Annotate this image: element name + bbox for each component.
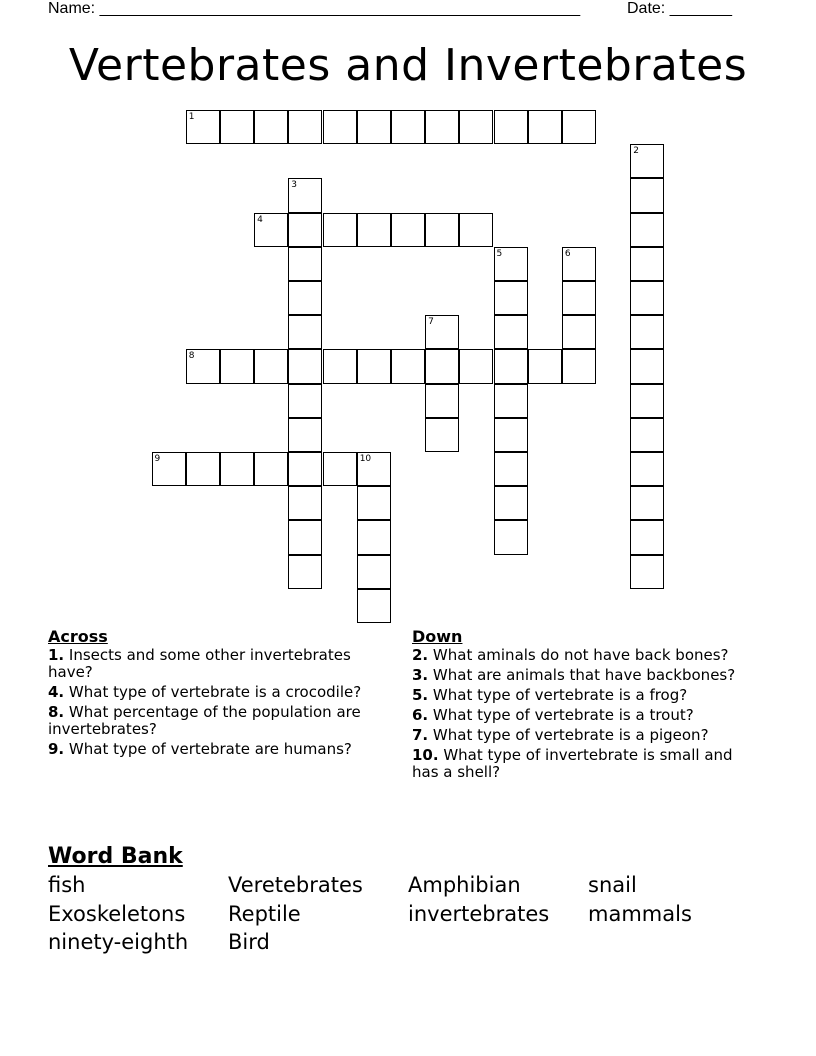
- clue-text: Insects and some other invertebrates have?: [48, 646, 351, 681]
- down-clue: [412, 667, 757, 684]
- down-clue: [412, 647, 757, 664]
- word-bank-word: ninety-eighth: [48, 930, 189, 954]
- down-clue: [412, 727, 757, 744]
- cell-number: 9: [154, 454, 161, 464]
- crossword-cell[interactable]: [425, 110, 459, 144]
- word-bank-word: invertebrates: [408, 901, 550, 926]
- crossword-cell[interactable]: [425, 418, 459, 452]
- clue-number: 4.: [48, 683, 65, 701]
- crossword-cell[interactable]: [288, 349, 322, 383]
- cell-number: 1: [188, 112, 195, 122]
- across-heading: Across: [48, 627, 108, 646]
- crossword-cell[interactable]: [630, 384, 664, 418]
- word-bank-word: fish: [48, 873, 86, 897]
- crossword-cell[interactable]: [357, 589, 391, 623]
- word-bank-word: Veretebrates: [228, 873, 363, 897]
- across-clues: [48, 628, 393, 761]
- crossword-cell[interactable]: [562, 110, 596, 144]
- crossword-cell[interactable]: [288, 178, 322, 212]
- crossword-cell[interactable]: [357, 349, 391, 383]
- crossword-cell[interactable]: [254, 452, 288, 486]
- crossword-cell[interactable]: [459, 213, 493, 247]
- clue-text: What type of vertebrate is a pigeon?: [428, 726, 709, 744]
- crossword-cell[interactable]: [630, 281, 664, 315]
- page-title: Vertebrates and Invertebrates: [68, 40, 748, 91]
- down-heading: Down: [412, 627, 463, 646]
- crossword-cell[interactable]: [494, 520, 528, 554]
- crossword-cell[interactable]: [630, 452, 664, 486]
- cell-number: 8: [188, 351, 195, 362]
- crossword-cell[interactable]: [562, 315, 596, 349]
- clue-number: 6.: [412, 706, 429, 724]
- crossword-cell[interactable]: [288, 555, 322, 589]
- crossword-cell[interactable]: [630, 555, 664, 589]
- down-clue-list: [412, 647, 757, 781]
- clue-number: 5.: [412, 686, 429, 704]
- crossword-cell[interactable]: [186, 452, 220, 486]
- word-bank-word: snail: [588, 873, 637, 897]
- crossword-cell[interactable]: [254, 349, 288, 383]
- crossword-cell[interactable]: [494, 384, 528, 418]
- crossword-cell[interactable]: [630, 349, 664, 383]
- clue-number: 1.: [48, 646, 65, 664]
- crossword-cell[interactable]: [425, 315, 459, 349]
- crossword-cell[interactable]: [528, 349, 562, 383]
- crossword-cell[interactable]: [288, 384, 322, 418]
- crossword-cell[interactable]: [323, 349, 357, 383]
- clue-text: What type of vertebrate is a frog?: [428, 686, 688, 704]
- crossword-cell[interactable]: [425, 384, 459, 418]
- crossword-cell[interactable]: [494, 315, 528, 349]
- crossword-cell[interactable]: [288, 315, 322, 349]
- crossword-cell[interactable]: [288, 452, 322, 486]
- clue-text: What type of vertebrate is a crocodile?: [64, 683, 362, 701]
- crossword-cell[interactable]: [630, 247, 664, 281]
- crossword-cell[interactable]: [288, 281, 322, 315]
- crossword-cell[interactable]: [494, 418, 528, 452]
- clue-text: What aminals do not have back bones?: [428, 646, 729, 664]
- crossword-cell[interactable]: [494, 247, 528, 281]
- name-field-label: Name: ______________________________________________________: [48, 0, 581, 17]
- clue-number: 9.: [48, 740, 65, 758]
- crossword-cell[interactable]: [357, 486, 391, 520]
- crossword-cell[interactable]: [357, 110, 391, 144]
- cell-number: 6: [564, 248, 571, 259]
- crossword-cell[interactable]: [152, 452, 186, 486]
- cell-number: 3: [291, 180, 298, 191]
- word-bank-word: Exoskeletons: [48, 901, 186, 926]
- cell-number: 2: [633, 146, 640, 157]
- crossword-cell[interactable]: [494, 281, 528, 315]
- down-clue: [412, 687, 757, 704]
- crossword-cell[interactable]: [494, 486, 528, 520]
- clue-number: 8.: [48, 703, 65, 721]
- crossword-cell[interactable]: [323, 452, 357, 486]
- crossword-cell[interactable]: [323, 110, 357, 144]
- across-clue: [48, 704, 393, 738]
- across-clue-list: [48, 647, 393, 758]
- clue-number: 3.: [412, 666, 429, 684]
- word-bank-title: Word Bank: [48, 844, 183, 869]
- crossword-cell[interactable]: [357, 555, 391, 589]
- down-clue: [412, 747, 757, 781]
- date-field-label: Date: _______: [627, 0, 732, 17]
- crossword-cell[interactable]: [288, 213, 322, 247]
- crossword-cell[interactable]: [630, 144, 664, 178]
- crossword-cell[interactable]: [630, 178, 664, 212]
- crossword-cell[interactable]: [425, 213, 459, 247]
- crossword-cell[interactable]: [357, 452, 391, 486]
- crossword-cell[interactable]: [186, 110, 220, 144]
- crossword-cell[interactable]: [425, 349, 459, 383]
- across-clue: [48, 741, 393, 758]
- crossword-cell[interactable]: [220, 110, 254, 144]
- word-bank-word: Bird: [228, 930, 270, 954]
- crossword-cell[interactable]: [323, 213, 357, 247]
- clue-text: What percentage of the population are invertebrates?: [48, 703, 361, 738]
- word-bank-word: Amphibian: [408, 873, 521, 897]
- crossword-cell[interactable]: [562, 349, 596, 383]
- crossword-cell[interactable]: [630, 520, 664, 554]
- crossword-cell[interactable]: [186, 349, 220, 383]
- crossword-cell[interactable]: [528, 110, 562, 144]
- across-clue: [48, 647, 393, 681]
- cell-number: 5: [496, 248, 503, 259]
- crossword-cell[interactable]: [254, 213, 288, 247]
- clue-text: What type of vertebrate are humans?: [64, 740, 352, 758]
- crossword-cell[interactable]: [391, 110, 425, 144]
- crossword-cell[interactable]: [357, 520, 391, 554]
- crossword-cell[interactable]: [288, 247, 322, 281]
- clue-text: What are animals that have backbones?: [428, 666, 736, 684]
- cell-number: 4: [257, 214, 263, 225]
- crossword-cell[interactable]: [630, 418, 664, 452]
- crossword-cell[interactable]: [391, 349, 425, 383]
- cell-number: 10: [359, 454, 372, 464]
- crossword-cell[interactable]: [254, 110, 288, 144]
- crossword-cell[interactable]: [288, 486, 322, 520]
- across-clue: [48, 684, 393, 701]
- crossword-cell[interactable]: [288, 110, 322, 144]
- crossword-cell[interactable]: [459, 349, 493, 383]
- crossword-cell[interactable]: [562, 247, 596, 281]
- down-clue: [412, 707, 757, 724]
- down-clues: [412, 628, 757, 784]
- crossword-cell[interactable]: [630, 213, 664, 247]
- cell-number: 7: [428, 317, 434, 328]
- crossword-cell[interactable]: [220, 452, 254, 486]
- clue-number: 2.: [412, 646, 429, 664]
- word-bank-word: Reptile: [228, 901, 301, 926]
- crossword-cell[interactable]: [630, 486, 664, 520]
- crossword-cell[interactable]: [459, 110, 493, 144]
- clue-number: 10.: [412, 746, 439, 764]
- crossword-cell[interactable]: [357, 213, 391, 247]
- crossword-cell[interactable]: [630, 315, 664, 349]
- word-bank-word: mammals: [588, 901, 692, 926]
- crossword-cell[interactable]: [494, 349, 528, 383]
- crossword-cell[interactable]: [494, 452, 528, 486]
- crossword-cell[interactable]: [494, 110, 528, 144]
- clue-text: What type of invertebrate is small and has a shell?: [412, 746, 733, 781]
- crossword-cell[interactable]: [391, 213, 425, 247]
- clue-text: What type of vertebrate is a trout?: [428, 706, 694, 724]
- clue-number: 7.: [412, 726, 429, 744]
- crossword-cell[interactable]: [288, 418, 322, 452]
- crossword-cell[interactable]: [288, 520, 322, 554]
- crossword-cell[interactable]: [562, 281, 596, 315]
- crossword-cell[interactable]: [220, 349, 254, 383]
